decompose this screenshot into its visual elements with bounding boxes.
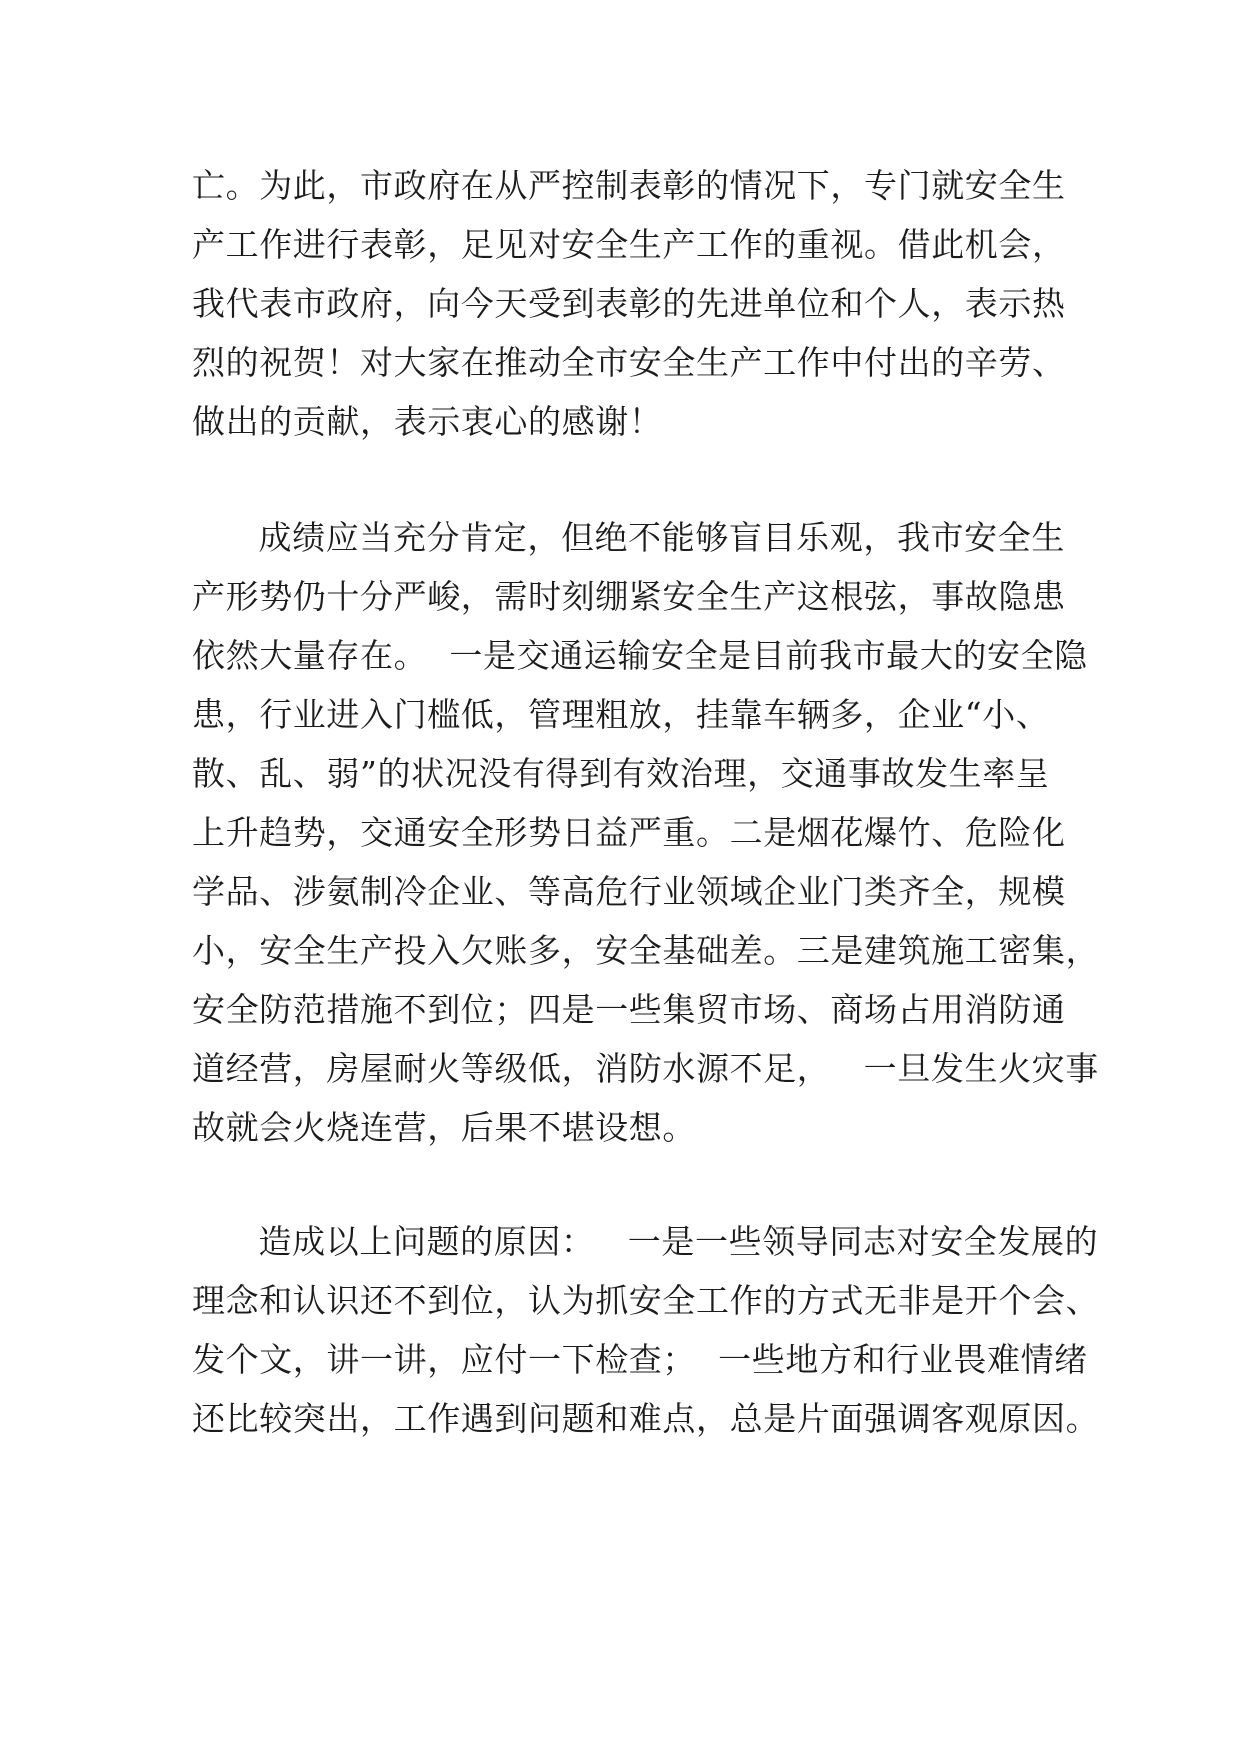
text-line: 我代表市政府，向今天受到表彰的先进单位和个人，表示热	[192, 284, 1066, 323]
text-line: 依然大量存在。 一是交通运输安全是目前我市最大的安全隐	[192, 636, 1088, 675]
text-line: 造成以上问题的原因： 一是一些领导同志对安全发展的	[192, 1222, 1099, 1261]
text-line: 道经营，房屋耐火等级低，消防水源不足， 一旦发生火灾事	[192, 1049, 1099, 1088]
text-line: 成绩应当充分肯定，但绝不能够盲目乐观，我市安全生	[192, 518, 1065, 557]
paragraph-problem-causes	[192, 1212, 1099, 1448]
text-line: 小，安全生产投入欠账多，安全基础差。三是建筑施工密集，	[192, 931, 1100, 970]
text-line: 患，行业进入门槛低，管理粗放，挂靠车辆多，企业“小、	[192, 695, 1050, 734]
text-line: 还比较突出，工作遇到问题和难点，总是片面强调客观原因。	[192, 1399, 1100, 1438]
text-line: 理念和认识还不到位，认为抓安全工作的方式无非是开个会、	[192, 1281, 1100, 1320]
text-line: 故就会火烧连营，后果不堪设想。	[192, 1108, 696, 1147]
text-line: 上升趋势，交通安全形势日益严重。二是烟花爆竹、危险化	[192, 813, 1066, 852]
text-line: 学品、涉氨制冷企业、等高危行业领域企业门类齐全，规模	[192, 872, 1066, 911]
paragraph-safety-situation	[192, 508, 1099, 1157]
text-line: 烈的祝贺！对大家在推动全市安全生产工作中付出的辛劳、	[192, 343, 1066, 382]
text-line: 亡。为此，市政府在从严控制表彰的情况下，专门就安全生	[192, 166, 1066, 205]
text-line: 产形势仍十分严峻，需时刻绷紧安全生产这根弦，事故隐患	[192, 577, 1066, 616]
text-line: 散、乱、弱”的状况没有得到有效治理，交通事故发生率呈	[192, 754, 1050, 793]
text-line: 发个文，讲一讲，应付一下检查； 一些地方和行业畏难情绪	[192, 1340, 1088, 1379]
text-line: 产工作进行表彰，足见对安全生产工作的重视。借此机会，	[192, 225, 1066, 264]
paragraph-commendation	[192, 156, 1066, 451]
text-line: 做出的贡献，表示衷心的感谢！	[192, 402, 663, 441]
text-line: 安全防范措施不到位；四是一些集贸市场、商场占用消防通	[192, 990, 1066, 1029]
